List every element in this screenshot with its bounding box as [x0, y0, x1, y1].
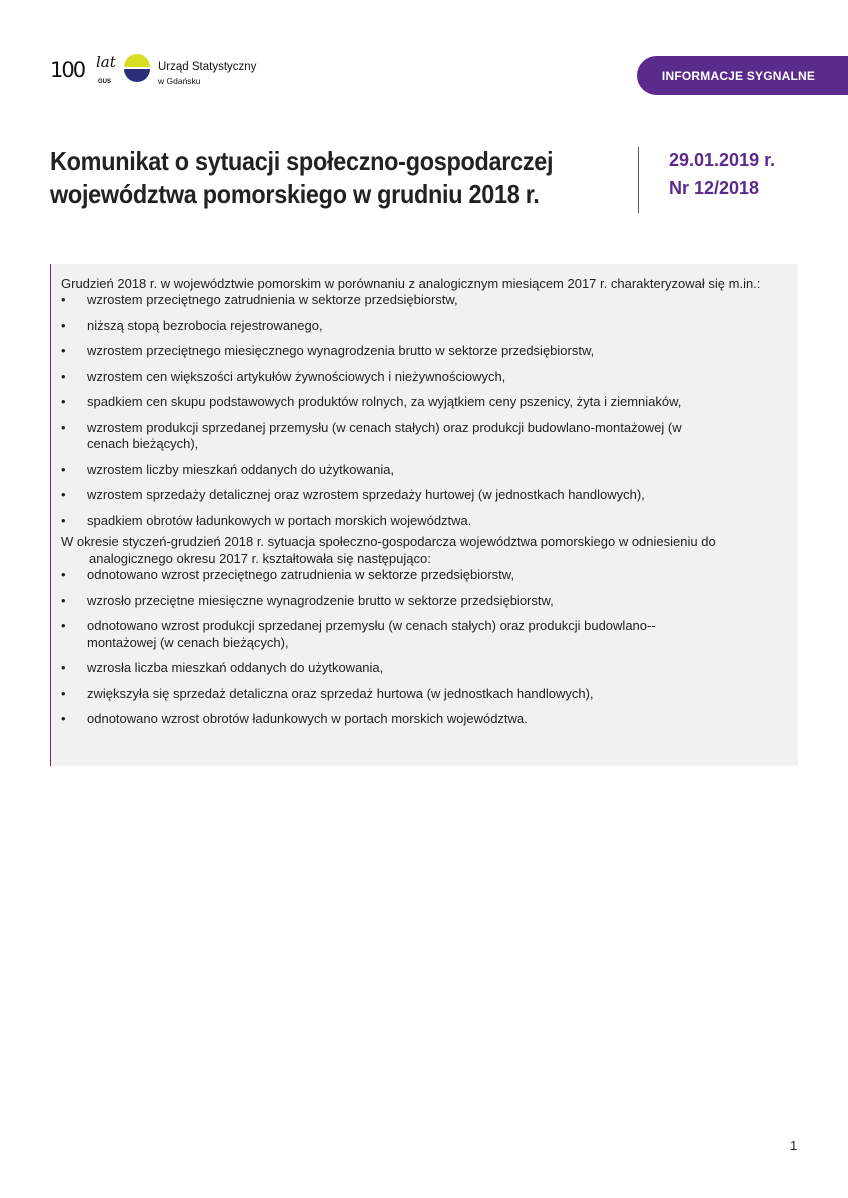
- list-item: • odnotowano wzrost produkcji sprzedanej przemysłu (w cenach stałych) oraz produkcji budowlano--montażowej (w cenach bieżących),: [61, 618, 697, 651]
- list-item: • wzrostem przeciętnego miesięcznego wynagrodzenia brutto w sektorze przedsiębiorstw,: [61, 343, 788, 360]
- logo-lat-text: lat: [96, 53, 116, 71]
- category-badge: [637, 56, 848, 95]
- list-item: • wzrostem liczby mieszkań oddanych do użytkowania,: [61, 462, 788, 479]
- summary-list-month: [61, 292, 788, 529]
- summary-list-period: [61, 567, 788, 728]
- list-item: • odnotowano wzrost przeciętnego zatrudnienia w sektorze przedsiębiorstw,: [61, 567, 788, 584]
- issue-number: Nr 12/2018: [669, 178, 760, 198]
- list-item: • spadkiem obrotów ładunkowych w portach morskich województwa.: [61, 513, 788, 530]
- list-item: • spadkiem cen skupu podstawowych produktów rolnych, za wyjątkiem ceny pszenicy, żyta i ziemniaków,: [61, 394, 788, 411]
- title-divider: [638, 147, 639, 213]
- list-item: • wzrostem cen większości artykułów żywnościowych i nieżywnościowych,: [61, 369, 788, 386]
- logo-emblem-icon: [123, 53, 151, 91]
- publication-date: 29.01.2019 r.: [669, 150, 776, 170]
- list-item: • niższą stopą bezrobocia rejestrowanego,: [61, 318, 788, 335]
- logo-org-name: Urząd Statystyczny: [158, 61, 257, 73]
- list-item: • wzrosła liczba mieszkań oddanych do użytkowania,: [61, 660, 788, 677]
- logo-gus-text: GUS: [98, 79, 112, 85]
- list-item: • zwiększyła się sprzedaż detaliczna oraz sprzedaż hurtowa (w jednostkach handlowych),: [61, 686, 788, 703]
- list-item: • wzrosło przeciętne miesięczne wynagrodzenie brutto w sektorze przedsiębiorstw,: [61, 593, 788, 610]
- list-item: • wzrostem produkcji sprzedanej przemysłu (w cenach stałych) oraz produkcji budowlano-montażowej (w cenach bieżących),: [61, 420, 727, 453]
- list-item: • wzrostem sprzedaży detalicznej oraz wzrostem sprzedaży hurtowej (w jednostkach handlowych),: [61, 487, 788, 504]
- page-number: 1: [790, 1138, 798, 1153]
- list-item: • wzrostem przeciętnego zatrudnienia w sektorze przedsiębiorstw,: [61, 292, 788, 309]
- category-badge-label: INFORMACJE SYGNALNE: [661, 68, 816, 83]
- summary-intro: Grudzień 2018 r. w województwie pomorskim w porównaniu z analogicznym miesiącem 2017 r. charakteryzował się m.in.:: [61, 276, 761, 291]
- page-title: Komunikat o sytuacji społeczno-gospodarczej województwa pomorskiego w grudniu 2018 r.: [50, 146, 554, 209]
- logo-100-text: 100: [50, 58, 85, 82]
- summary-box: [50, 264, 798, 766]
- list-item: • odnotowano wzrost obrotów ładunkowych w portach morskich województwa.: [61, 711, 788, 728]
- logo-org-city: w Gdańsku: [158, 76, 201, 86]
- summary-intro-period: W okresie styczeń-grudzień 2018 r. sytuacja społeczno-gospodarcza województwa pomorskiego w odniesieniu do analogicznego okresu 2017 r. kształtowała się następująco:: [61, 534, 716, 566]
- gus-logo: [50, 52, 270, 92]
